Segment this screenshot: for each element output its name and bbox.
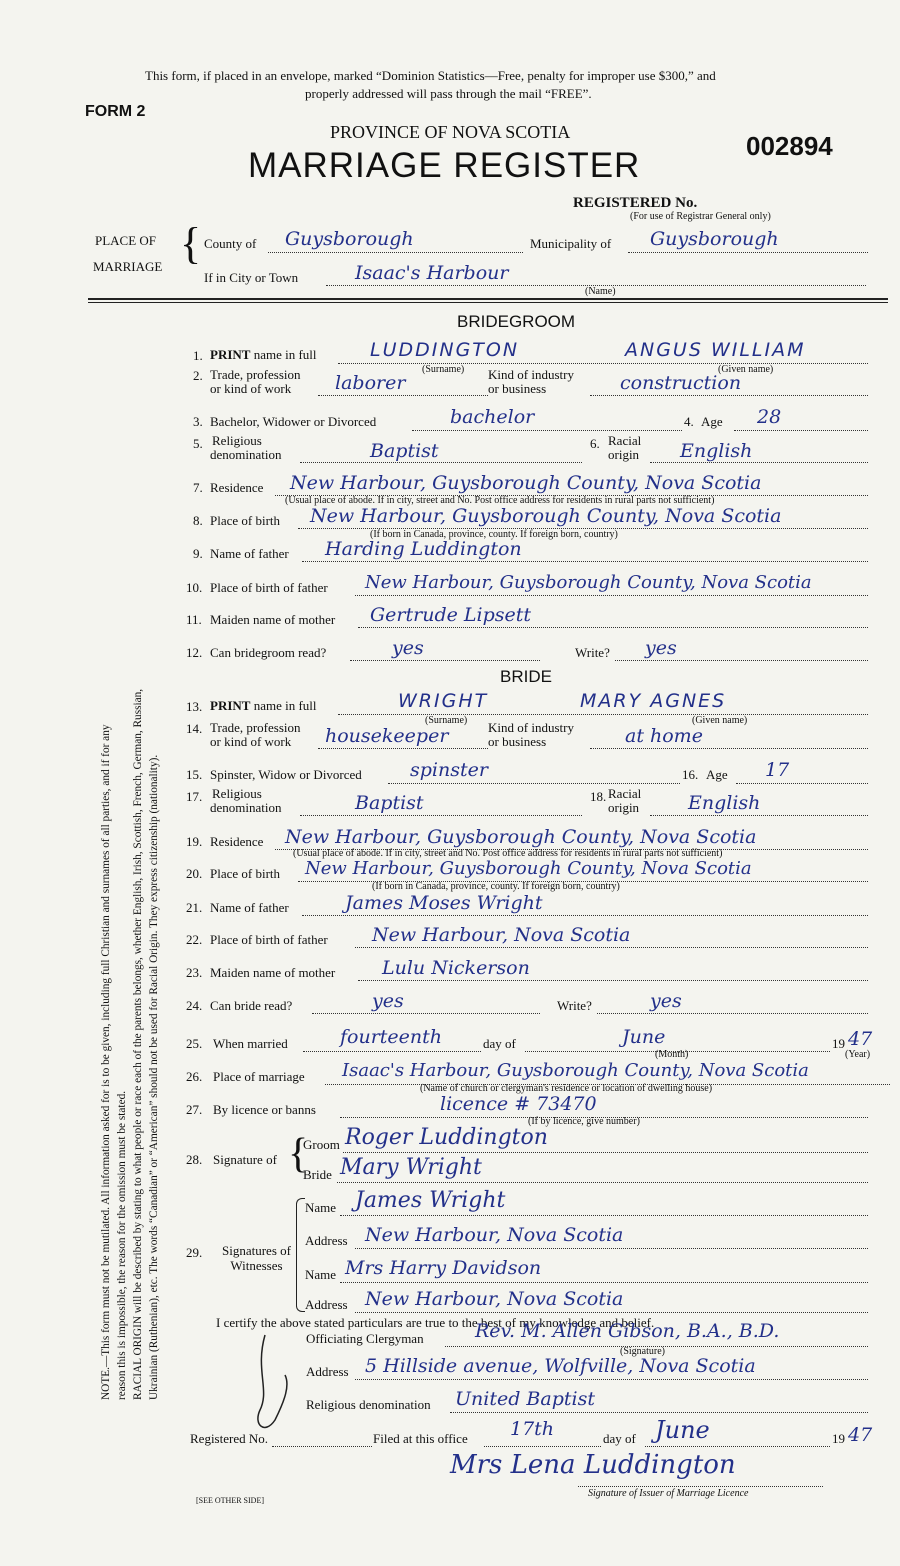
groom-mother-line bbox=[358, 627, 868, 628]
father-birthplace-label: Place of birth of father bbox=[210, 580, 328, 595]
filed-day-of-label: day of bbox=[603, 1431, 636, 1446]
divider-top bbox=[88, 298, 888, 300]
name-in-full-label: name in full bbox=[253, 347, 317, 362]
given-name-note: (Given name) bbox=[718, 364, 774, 375]
bride-status-line bbox=[388, 783, 680, 784]
clergy-address: 5 Hillside avenue, Wolfville, Nova Scotia bbox=[365, 1355, 756, 1377]
postal-notice-line2: properly addressed will pass through the mail “FREE”. bbox=[305, 86, 592, 101]
groom-residence: New Harbour, Guysborough County, Nova Scotia bbox=[290, 472, 762, 494]
groom-name-line bbox=[338, 363, 868, 364]
groom-mother: Gertrude Lipsett bbox=[370, 604, 532, 626]
age-label: Age bbox=[706, 767, 728, 782]
row-number: 18. bbox=[590, 789, 607, 804]
groom-birthplace: New Harbour, Guysborough County, Nova Scotia bbox=[310, 505, 782, 527]
marriage-year: 47 bbox=[848, 1028, 873, 1050]
row-number: 1. bbox=[193, 348, 203, 363]
serial-number: 002894 bbox=[746, 131, 833, 161]
row-number: 15. bbox=[186, 767, 203, 782]
trade-label-2: or kind of work bbox=[210, 734, 292, 749]
groom-trade: laborer bbox=[335, 372, 406, 394]
groom-trade-line bbox=[318, 395, 488, 396]
see-other-side: [SEE OTHER SIDE] bbox=[196, 1496, 264, 1505]
side-note-line4: Ukrainian (Ruthenian), etc. The words “Canadian” or “American” should not be used for Racial Origin. They express citizenship (nationality). bbox=[148, 754, 160, 1400]
industry-label-2: or business bbox=[488, 734, 547, 749]
groom-read-line bbox=[350, 660, 540, 661]
groom-father-line bbox=[302, 561, 868, 562]
witness2-address-line bbox=[355, 1312, 868, 1313]
witness-bracket bbox=[296, 1198, 305, 1312]
place-brace: { bbox=[180, 219, 202, 268]
religious-label-1: Religious bbox=[212, 433, 262, 448]
signature-note: (Signature) bbox=[620, 1346, 665, 1357]
row-number: 3. bbox=[193, 414, 203, 429]
industry-label-1: Kind of industry bbox=[488, 720, 574, 735]
witnesses-label-1: Signatures of bbox=[222, 1243, 291, 1258]
bride-label: Bride bbox=[303, 1167, 332, 1182]
father-label: Name of father bbox=[210, 900, 289, 915]
bride-father-birthplace: New Harbour, Nova Scotia bbox=[372, 924, 631, 946]
month-note: (Month) bbox=[655, 1049, 689, 1060]
signature-brace: { bbox=[288, 1131, 309, 1177]
witness1-address: New Harbour, Nova Scotia bbox=[365, 1224, 624, 1246]
witness1-name: James Wright bbox=[355, 1188, 506, 1213]
day-of-label: day of bbox=[483, 1036, 516, 1051]
write-label: Write? bbox=[557, 998, 592, 1013]
birthplace-note: (If born in Canada, province, county. If foreign born, country) bbox=[370, 529, 618, 540]
birthplace-label: Place of birth bbox=[210, 513, 281, 528]
clergyman-signature: Rev. M. Allen Gibson, B.A., B.D. bbox=[475, 1320, 780, 1342]
row-number: 6. bbox=[590, 436, 600, 451]
row-number: 12. bbox=[186, 645, 203, 660]
religious-label-2: denomination bbox=[210, 800, 282, 815]
registered-no-label: REGISTERED No. bbox=[573, 195, 698, 211]
row-number: 20. bbox=[186, 866, 203, 881]
trade-label-1: Trade, profession bbox=[210, 720, 301, 735]
marriage-place: Isaac's Harbour, Guysborough County, Nova Scotia bbox=[342, 1060, 809, 1081]
filed-day: 17th bbox=[510, 1418, 555, 1440]
residence-note: (Usual place of abode. If in city, street and No. Post office address for residents in rural parts not sufficient) bbox=[293, 848, 723, 859]
bride-religion-line bbox=[300, 815, 582, 816]
registered-no-footer-line bbox=[272, 1446, 372, 1447]
filed-year: 47 bbox=[848, 1424, 873, 1446]
bride-father-line bbox=[302, 915, 868, 916]
filed-year-prefix: 19 bbox=[832, 1431, 845, 1446]
row-number: 17. bbox=[186, 789, 203, 804]
racial-label-1: Racial bbox=[608, 433, 642, 448]
licence-note: (If by licence, give number) bbox=[528, 1116, 640, 1127]
year-prefix: 19 bbox=[832, 1036, 845, 1051]
clergy-address-line bbox=[355, 1379, 868, 1380]
county-line bbox=[268, 252, 523, 253]
bride-heading: BRIDE bbox=[500, 667, 552, 686]
groom-surname: LUDDINGTON bbox=[370, 339, 520, 361]
groom-father-birthplace: New Harbour, Guysborough County, Nova Scotia bbox=[365, 572, 812, 593]
groom-industry: construction bbox=[620, 372, 742, 394]
municipality-line bbox=[628, 252, 868, 253]
father-birthplace-label: Place of birth of father bbox=[210, 932, 328, 947]
trade-label-1: Trade, profession bbox=[210, 367, 301, 382]
row-number: 29. bbox=[186, 1245, 203, 1260]
county-value: Guysborough bbox=[285, 228, 414, 250]
bride-racial-origin: English bbox=[688, 792, 761, 814]
trade-label-2: or kind of work bbox=[210, 381, 292, 396]
issuer-signature: Mrs Lena Luddington bbox=[450, 1450, 736, 1480]
filed-label: Filed at this office bbox=[373, 1431, 468, 1446]
print-label: PRINT bbox=[210, 698, 251, 713]
groom-industry-line bbox=[590, 395, 868, 396]
residence-label: Residence bbox=[210, 834, 264, 849]
row-number: 5. bbox=[193, 436, 203, 451]
bride-can-write: yes bbox=[650, 990, 682, 1012]
city-name-note: (Name) bbox=[585, 286, 616, 297]
bachelor-label: Bachelor, Widower or Divorced bbox=[210, 414, 377, 429]
bride-status: spinster bbox=[410, 759, 488, 781]
witness1-address-label: Address bbox=[305, 1233, 348, 1248]
religious-label-1: Religious bbox=[212, 786, 262, 801]
clergy-denomination-line bbox=[450, 1412, 868, 1413]
row-number: 7. bbox=[193, 480, 203, 495]
licence-label: By licence or banns bbox=[213, 1102, 316, 1117]
signature-of-label: Signature of bbox=[213, 1152, 277, 1167]
witness1-name-line bbox=[340, 1215, 868, 1216]
racial-label-2: origin bbox=[608, 447, 640, 462]
groom-given-names: ANGUS WILLIAM bbox=[625, 339, 806, 361]
row-number: 16. bbox=[682, 767, 699, 782]
certification-text: I certify the above stated particulars are true to the best of my knowledge and belief. bbox=[216, 1315, 655, 1330]
registered-no-footer-label: Registered No. bbox=[190, 1431, 268, 1446]
racial-label-2: origin bbox=[608, 800, 640, 815]
residence-label: Residence bbox=[210, 480, 264, 495]
bride-signature: Mary Wright bbox=[340, 1155, 482, 1180]
row-number: 4. bbox=[684, 414, 694, 429]
row-number: 21. bbox=[186, 900, 203, 915]
witness2-address-label: Address bbox=[305, 1297, 348, 1312]
row-number: 27. bbox=[186, 1102, 203, 1117]
side-note-line1: NOTE.—This form must not be mutilated. All information asked for is to be given, including full Christian and surnames of all parties, and if for any bbox=[100, 724, 112, 1400]
spinster-label: Spinster, Widow or Divorced bbox=[210, 767, 362, 782]
municipality-value: Guysborough bbox=[650, 228, 779, 250]
groom-racial-origin: English bbox=[680, 440, 753, 462]
religious-label-2: denomination bbox=[210, 447, 282, 462]
groom-father-birthplace-line bbox=[355, 595, 868, 596]
groom-can-write: yes bbox=[645, 637, 677, 659]
row-number: 13. bbox=[186, 699, 203, 714]
groom-religion-line bbox=[300, 462, 582, 463]
mother-label: Maiden name of mother bbox=[210, 965, 336, 980]
marriage-day: fourteenth bbox=[340, 1026, 443, 1048]
witness2-name-line bbox=[340, 1282, 868, 1283]
witness1-name-label: Name bbox=[305, 1200, 337, 1215]
groom-father: Harding Luddington bbox=[325, 538, 522, 560]
surname-note: (Surname) bbox=[425, 715, 468, 726]
mother-label: Maiden name of mother bbox=[210, 612, 336, 627]
day-line bbox=[303, 1051, 481, 1052]
registered-no-note: (For use of Registrar General only) bbox=[630, 211, 771, 222]
industry-label-1: Kind of industry bbox=[488, 367, 574, 382]
row-number: 19. bbox=[186, 834, 203, 849]
bride-given-names: MARY AGNES bbox=[580, 690, 727, 712]
groom-status-line bbox=[412, 430, 682, 431]
licence-number: licence # 73470 bbox=[440, 1093, 597, 1115]
row-number: 2. bbox=[193, 368, 203, 383]
year-note: (Year) bbox=[845, 1049, 871, 1060]
bride-signature-line bbox=[337, 1182, 868, 1183]
row-number: 25. bbox=[186, 1036, 203, 1051]
row-number: 24. bbox=[186, 998, 203, 1013]
age-label: Age bbox=[701, 414, 723, 429]
residence-note: (Usual place of abode. If in city, street and No. Post office address for residents in rural parts not sufficient) bbox=[285, 495, 715, 506]
name-in-full-label: name in full bbox=[253, 698, 317, 713]
groom-label: Groom bbox=[303, 1137, 340, 1152]
bride-name-line bbox=[338, 714, 868, 715]
place-of-marriage-note: (Name of church or clergyman's residence or location of dwelling house) bbox=[420, 1083, 713, 1094]
clergy-denomination: United Baptist bbox=[455, 1388, 595, 1410]
marriage-month: June bbox=[622, 1026, 666, 1048]
place-of-marriage-label: Place of marriage bbox=[213, 1069, 305, 1084]
row-number: 22. bbox=[186, 932, 203, 947]
birthplace-note: (If born in Canada, province, county. If foreign born, country) bbox=[372, 881, 620, 892]
birthplace-label: Place of birth bbox=[210, 866, 281, 881]
divider-top-thin bbox=[88, 302, 888, 303]
bride-write-line bbox=[597, 1013, 868, 1014]
witness2-address: New Harbour, Nova Scotia bbox=[365, 1288, 624, 1310]
issuer-note: Signature of Issuer of Marriage Licence bbox=[588, 1488, 749, 1499]
bride-trade: housekeeper bbox=[325, 725, 449, 747]
row-number: 26. bbox=[186, 1069, 203, 1084]
filed-month: June bbox=[655, 1416, 710, 1444]
racial-label-1: Racial bbox=[608, 786, 642, 801]
print-label: PRINT bbox=[210, 347, 251, 362]
bride-residence: New Harbour, Guysborough County, Nova Scotia bbox=[285, 826, 757, 848]
pen-flourish-icon bbox=[245, 1330, 300, 1440]
bride-religion: Baptist bbox=[355, 792, 424, 814]
form-label: FORM 2 bbox=[85, 103, 146, 120]
row-number: 10. bbox=[186, 580, 203, 595]
clergy-denomination-label: Religious denomination bbox=[306, 1397, 431, 1412]
groom-write-line bbox=[615, 660, 868, 661]
city-label: If in City or Town bbox=[204, 270, 299, 285]
clergy-address-label: Address bbox=[306, 1364, 349, 1379]
father-label: Name of father bbox=[210, 546, 289, 561]
province-heading: PROVINCE OF NOVA SCOTIA bbox=[330, 122, 571, 142]
issuer-line bbox=[578, 1486, 823, 1487]
postal-notice-line1: This form, if placed in an envelope, marked “Dominion Statistics—Free, penalty for improper use $300,” and bbox=[145, 68, 716, 83]
bride-trade-line bbox=[318, 748, 488, 749]
place-label-line2: MARRIAGE bbox=[93, 259, 163, 274]
groom-age-line bbox=[734, 430, 868, 431]
witness2-name-label: Name bbox=[305, 1267, 337, 1282]
bride-read-label: Can bride read? bbox=[210, 998, 293, 1013]
given-name-note: (Given name) bbox=[692, 715, 748, 726]
bride-mother-line bbox=[358, 980, 868, 981]
bride-read-line bbox=[312, 1013, 540, 1014]
county-label: County of bbox=[204, 236, 257, 251]
side-note-line3: RACIAL ORIGIN will be described by stating to what people or race each of the parents belongs, whether English, Irish, Scottish, French, German, Russian, bbox=[132, 688, 144, 1400]
bride-industry: at home bbox=[625, 725, 703, 747]
groom-racial-line bbox=[650, 462, 868, 463]
groom-read-label: Can bridegroom read? bbox=[210, 645, 327, 660]
write-label: Write? bbox=[575, 645, 610, 660]
when-married-label: When married bbox=[213, 1036, 288, 1051]
municipality-label: Municipality of bbox=[530, 236, 612, 251]
side-note-line2: reason this is impossible, the reason for the omission must be stated. bbox=[116, 1090, 128, 1400]
groom-status: bachelor bbox=[450, 406, 535, 428]
page-title: MARRIAGE REGISTER bbox=[248, 146, 641, 185]
place-label-line1: PLACE OF bbox=[95, 233, 157, 248]
bride-age-line bbox=[736, 783, 868, 784]
witness2-name: Mrs Harry Davidson bbox=[345, 1257, 542, 1279]
industry-label-2: or business bbox=[488, 381, 547, 396]
bride-industry-line bbox=[590, 748, 868, 749]
row-number: 11. bbox=[186, 612, 202, 627]
bride-surname: WRIGHT bbox=[398, 690, 489, 712]
groom-can-read: yes bbox=[392, 637, 424, 659]
row-number: 23. bbox=[186, 965, 203, 980]
bride-father: James Moses Wright bbox=[345, 892, 543, 914]
row-number: 9. bbox=[193, 546, 203, 561]
row-number: 14. bbox=[186, 721, 203, 736]
groom-signature-line bbox=[343, 1152, 868, 1153]
witnesses-label-2: Witnesses bbox=[230, 1258, 283, 1273]
officiating-label: Officiating Clergyman bbox=[306, 1331, 424, 1346]
bride-age: 17 bbox=[765, 759, 790, 781]
side-note bbox=[98, 400, 162, 1400]
witness1-address-line bbox=[355, 1248, 868, 1249]
groom-religion: Baptist bbox=[370, 440, 439, 462]
surname-note: (Surname) bbox=[422, 364, 465, 375]
bride-racial-line bbox=[650, 815, 868, 816]
bride-birthplace: New Harbour, Guysborough County, Nova Scotia bbox=[305, 858, 752, 879]
filed-day-line bbox=[484, 1446, 601, 1447]
row-number: 8. bbox=[193, 513, 203, 528]
bride-can-read: yes bbox=[372, 990, 404, 1012]
groom-signature: Roger Luddington bbox=[345, 1125, 548, 1150]
filed-month-line bbox=[645, 1446, 830, 1447]
bridegroom-heading: BRIDEGROOM bbox=[457, 312, 576, 331]
city-value: Isaac's Harbour bbox=[355, 262, 509, 284]
groom-age: 28 bbox=[757, 406, 782, 428]
row-number: 28. bbox=[186, 1152, 203, 1167]
bride-mother: Lulu Nickerson bbox=[382, 957, 530, 979]
bride-father-birthplace-line bbox=[355, 947, 868, 948]
